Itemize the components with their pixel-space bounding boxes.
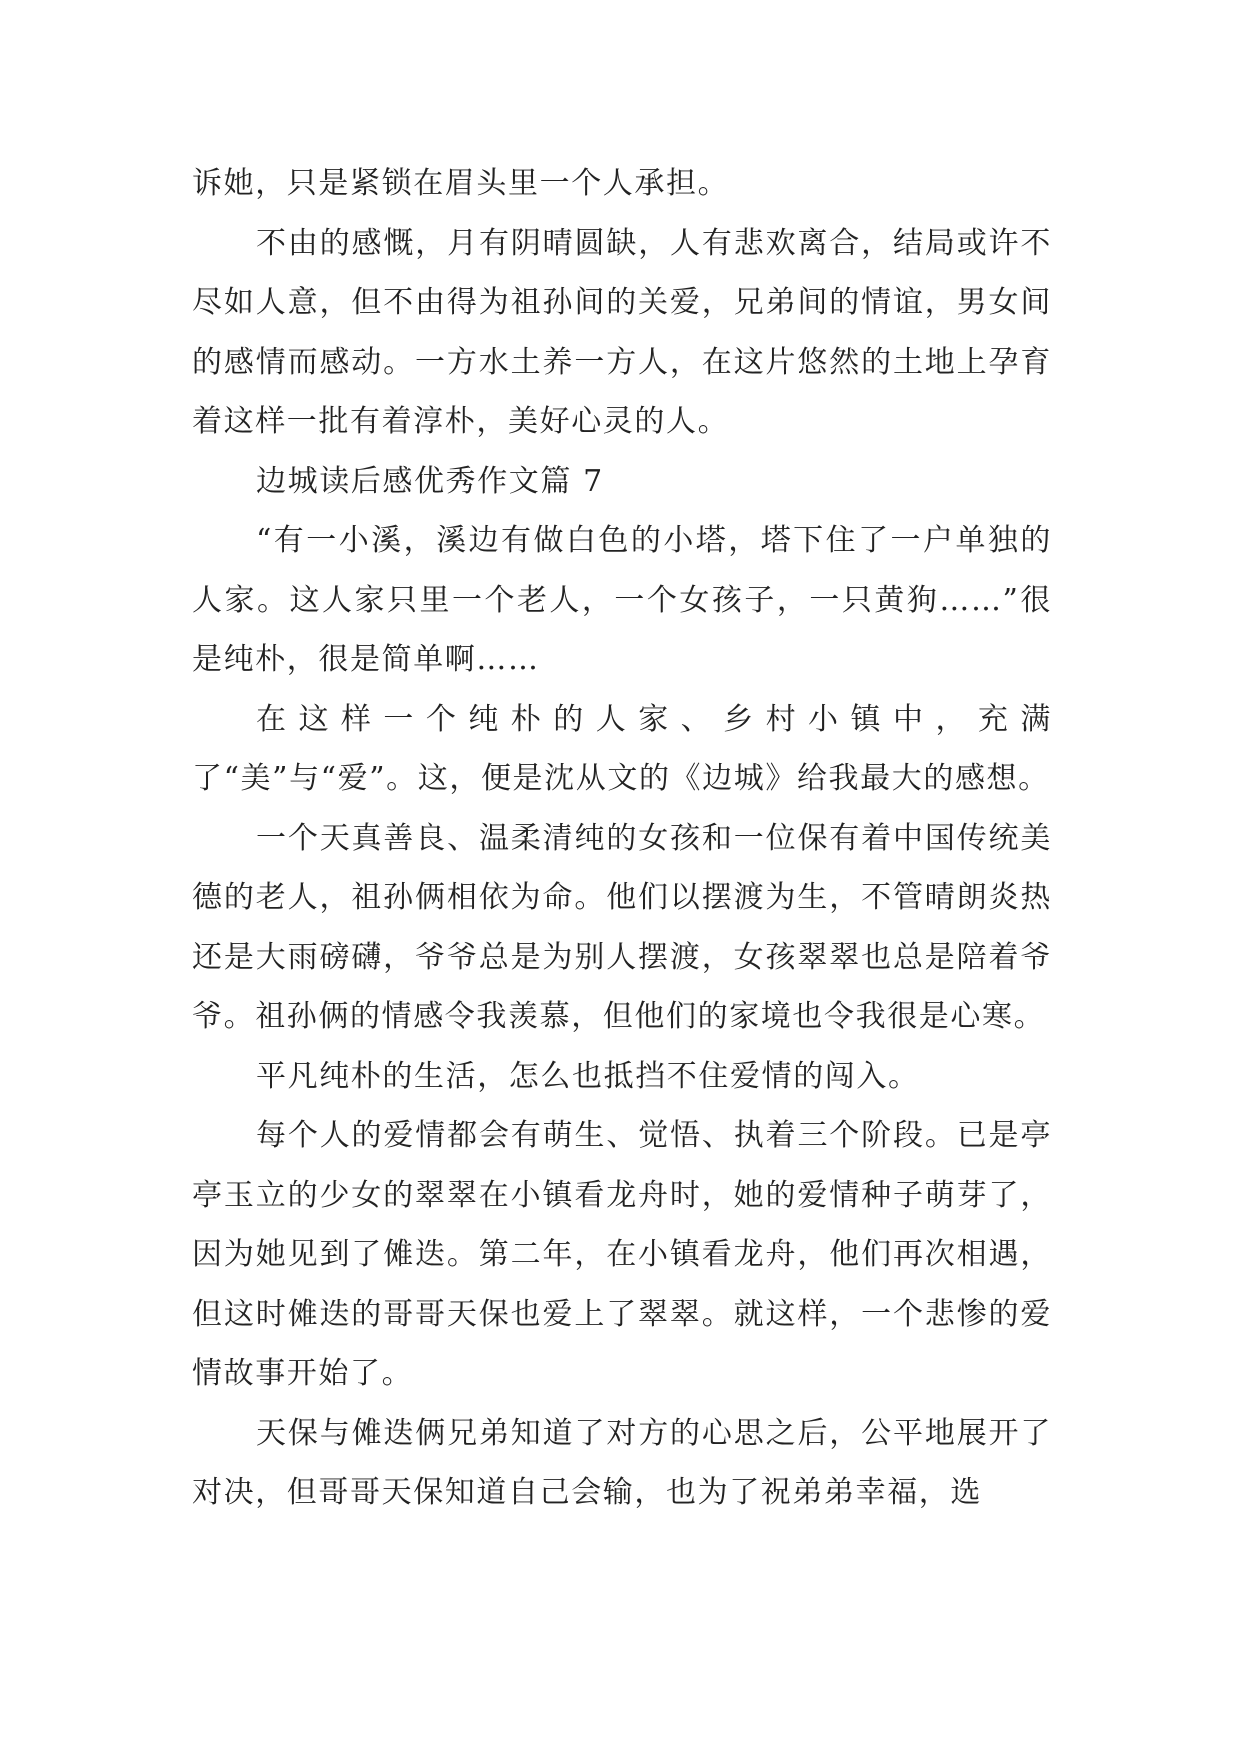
document-body [192, 154, 1052, 1523]
paragraph: 在这样一个纯朴的人家、乡村小镇中，充满了“美”与“爱”。这，便是沈从文的《边城》给我最大的感想。 [192, 701, 1052, 796]
paragraph: 一个天真善良、温柔清纯的女孩和一位保有着中国传统美德的老人，祖孙俩相依为命。他们以摆渡为生，不管晴朗炎热还是大雨磅礴，爷爷总是为别人摆渡，女孩翠翠也总是陪着爷爷。祖孙俩的情感令我羡慕，但他们的家境也令我很是心寒。 [192, 820, 1052, 1034]
paragraph: 天保与傩迭俩兄弟知道了对方的心思之后，公平地展开了对决，但哥哥天保知道自己会输，也为了祝弟弟幸福，选 [192, 1415, 1052, 1510]
paragraph: “有一小溪，溪边有做白色的小塔，塔下住了一户单独的人家。这人家只里一个老人，一个女孩子，一只黄狗……”很是纯朴，很是简单啊…… [192, 523, 1052, 677]
paragraph: 每个人的爱情都会有萌生、觉悟、执着三个阶段。已是亭亭玉立的少女的翠翠在小镇看龙舟时，她的爱情种子萌芽了，因为她见到了傩迭。第二年，在小镇看龙舟，他们再次相遇，但这时傩迭的哥哥天保也爱上了翠翠。就这样，一个悲惨的爱情故事开始了。 [192, 1118, 1052, 1391]
section-heading: 边城读后感优秀作文篇 7 [256, 463, 604, 499]
paragraph: 平凡纯朴的生活，怎么也抵挡不住爱情的闯入。 [256, 1058, 920, 1094]
paragraph-continuation: 诉她，只是紧锁在眉头里一个人承担。 [192, 166, 730, 201]
paragraph: 不由的感慨，月有阴晴圆缺，人有悲欢离合，结局或许不尽如人意，但不由得为祖孙间的关爱，兄弟间的情谊，男女间的感情而感动。一方水土养一方人，在这片悠然的土地上孕育着这样一批有着淳朴，美好心灵的人。 [192, 225, 1052, 439]
